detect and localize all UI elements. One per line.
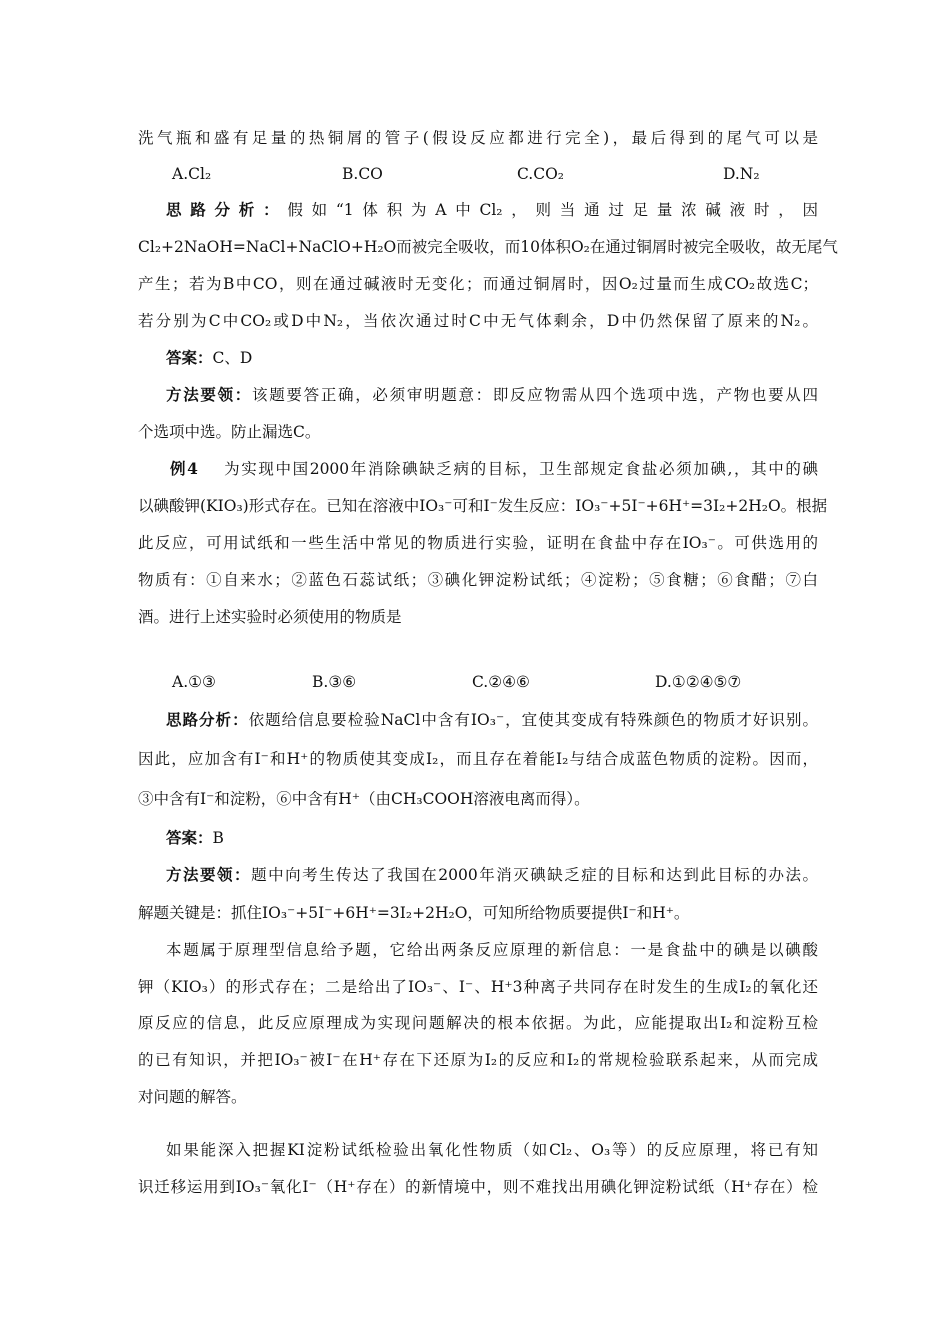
q4-stem-line-5: 酒。进行上述实验时必须使用的物质是 <box>138 608 402 626</box>
q3-options <box>0 164 950 184</box>
q3-answer-value: C、D <box>212 349 253 367</box>
q4-stem-line-2: 以碘酸钾(KIO₃)形式存在。已知在溶液中IO₃⁻可和I⁻发生反应：IO₃⁻+5I⁻+6H⁺=3I₂+2H₂O。根据 <box>138 497 828 515</box>
q4-option-d: D.①②④⑤⑦ <box>655 673 742 691</box>
q4-para1-line-2: 钾（KIO₃）的形式存在；二是给出了IO₃⁻、I⁻、H⁺3种离子共同存在时发生的生成I₂的氧化还 <box>138 978 818 996</box>
q3-method-line-2: 个选项中选。防止漏选C。 <box>138 423 321 441</box>
q4-para1-line-5: 对问题的解答。 <box>138 1088 247 1106</box>
q3-answer <box>166 348 818 368</box>
q4-method-line-1 <box>166 865 818 885</box>
q4-answer <box>166 828 818 848</box>
q4-analysis-text: 依题给信息要检验NaCl中含有IO₃⁻，宜使其变成有特殊颜色的物质才好识别。 <box>248 711 818 729</box>
q4-analysis-line-1 <box>166 710 818 730</box>
q4-stem-line-4: 物质有：①自来水；②蓝色石蕊试纸；③碘化钾淀粉试纸；④淀粉；⑤食糖；⑥食醋；⑦白 <box>138 571 818 589</box>
q4-option-a: A.①③ <box>172 673 216 691</box>
q4-stem-line-3: 此反应，可用试纸和一些生活中常见的物质进行实验，证明在食盐中存在IO₃⁻。可供选用的 <box>138 534 818 552</box>
q4-method-label: 方法要领： <box>166 865 252 884</box>
q4-para2-line-1: 如果能深入把握KI淀粉试纸检验出氧化性物质（如Cl₂、O₃等）的反应原理，将已有知 <box>166 1141 818 1159</box>
q4-analysis-line-2: 因此，应加含有I⁻和H⁺的物质使其变成I₂，而且存在着能I₂与结合成蓝色物质的淀粉。因而， <box>138 750 818 768</box>
q4-analysis-label: 思路分析： <box>166 710 249 729</box>
q4-answer-value: B <box>212 829 224 847</box>
q4-para1-line-3: 原反应的信息，此反应原理成为实现问题解决的根本依据。为此，应能提取出I₂和淀粉互检 <box>138 1014 818 1032</box>
q3-analysis-line-2: Cl₂+2NaOH=NaCl+NaClO+H₂O而被完全吸收，而10体积O₂在通过铜屑时被完全吸收，故无尾气 <box>138 238 838 256</box>
q3-analysis-text: 假如“1体积为A中Cl₂，则当通过足量浓碱液时，因 <box>287 201 818 219</box>
q4-answer-label: 答案： <box>166 828 213 847</box>
q3-option-b: B.CO <box>342 165 383 183</box>
q3-option-d: D.N₂ <box>723 165 760 183</box>
q3-option-a: A.Cl₂ <box>172 165 212 183</box>
q3-stem-line: 洗气瓶和盛有足量的热铜屑的管子(假设反应都进行完全)，最后得到的尾气可以是 <box>138 129 818 147</box>
q3-option-c: C.CO₂ <box>517 165 565 183</box>
q4-para1-line-4: 的已有知识，并把IO₃⁻被I⁻在H⁺存在下还原为I₂的反应和I₂的常规检验联系起来，从而完成 <box>138 1051 818 1069</box>
q3-analysis-line-1 <box>166 200 818 220</box>
q3-answer-label: 答案： <box>166 348 213 367</box>
q4-option-c: C.②④⑥ <box>472 673 530 691</box>
q3-method-label: 方法要领： <box>166 385 253 404</box>
q4-analysis-line-3: ③中含有I⁻和淀粉，⑥中含有H⁺（由CH₃COOH溶液电离而得）。 <box>138 790 590 808</box>
q3-analysis-line-3: 产生；若为B中CO，则在通过碱液时无变化；而通过铜屑时，因O₂过量而生成CO₂故选C； <box>138 275 818 293</box>
q3-analysis-label: 思路分析： <box>166 200 288 219</box>
q3-method-line-1 <box>166 385 818 405</box>
q4-option-b: B.③⑥ <box>312 673 357 691</box>
q4-options <box>0 672 950 692</box>
q4-para1-line-1: 本题属于原理型信息给予题，它给出两条反应原理的新信息：一是食盐中的碘是以碘酸 <box>166 941 818 959</box>
q4-method-text: 题中向考生传达了我国在2000年消灭碘缺乏症的目标和达到此目标的办法。 <box>251 866 818 884</box>
q4-stem-line-1 <box>170 459 818 479</box>
q3-analysis-line-4: 若分别为C中CO₂或D中N₂，当依次通过时C中无气体剩余，D中仍然保留了原来的N₂。 <box>138 312 818 330</box>
q3-method-text: 该题要答正确，必须审明题意：即反应物需从四个选项中选，产物也要从四 <box>252 386 818 404</box>
q4-method-line-2: 解题关键是：抓住IO₃⁻+5I⁻+6H⁺=3I₂+2H₂O，可知所给物质要提供I⁻和H⁺。 <box>138 904 690 922</box>
q4-stem-text: 为实现中国2000年消除碘缺乏病的目标，卫生部规定食盐必须加碘,，其中的碘 <box>224 460 818 478</box>
q4-label: 例4 <box>170 459 198 478</box>
q4-para2-line-2: 识迁移运用到IO₃⁻氧化I⁻（H⁺存在）的新情境中，则不难找出用碘化钾淀粉试纸（H⁺存在）检 <box>138 1178 818 1196</box>
